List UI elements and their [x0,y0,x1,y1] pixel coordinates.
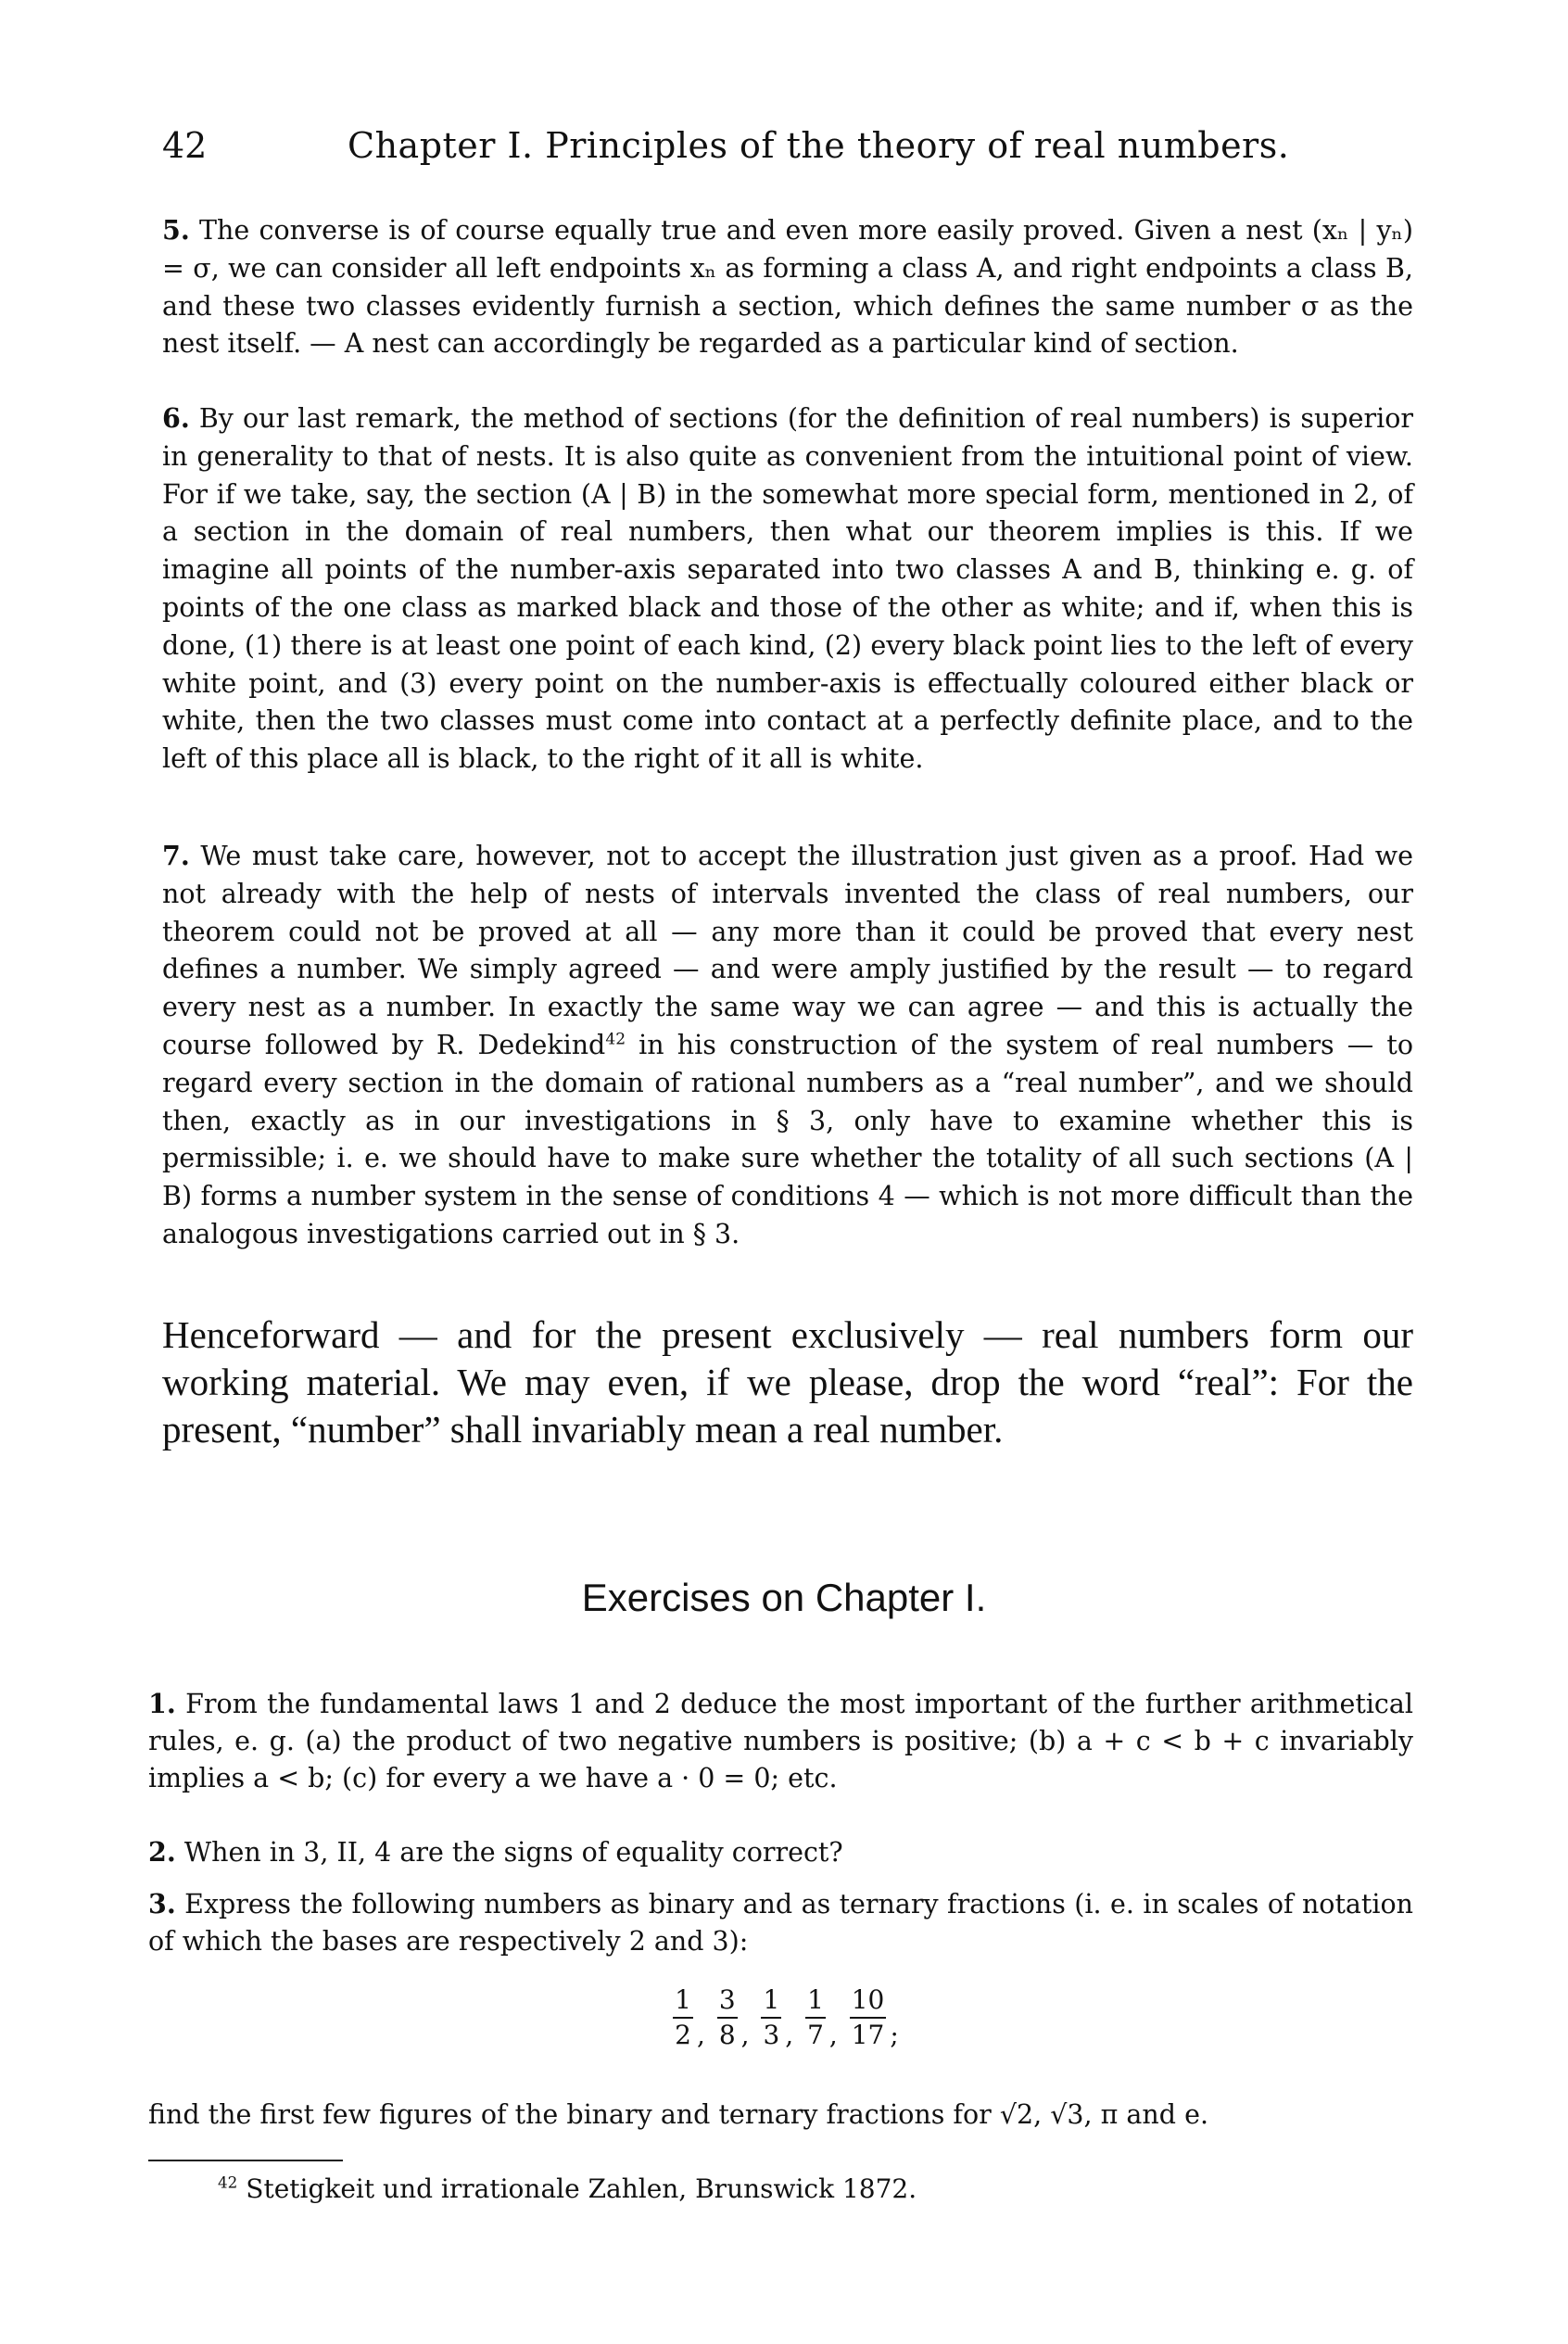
running-head: Chapter I. Principles of the theory of real numbers. [348,125,1290,166]
exercise-1 [148,1685,1413,1797]
paragraph-text: We must take care, however, not to accept the illustration just given as a proof. Had we not already with the help of nests of intervals invented the class of real numbers, our theorem could not be proved at all — any more than it could be proved that every nest defines a number. We simply agreed — and were amply justified by the result — to regard every nest as a number. In exactly the same way we can agree — and this is actually the course followed by R. Dedekind [162,841,1413,1060]
paragraph-6 [162,399,1413,779]
paragraph-5 [162,211,1413,363]
page-header [162,125,1413,181]
fraction: $\frac{3}{8}$ [718,1984,736,2050]
exercise-text: From the fundamental laws 1 and 2 deduce the most important of the further arithmetical rules, e. g. (a) the product of two negative numbers is positive; (b) a + c < b + c invariably implies a < b; (c) for every a we have a · 0 = 0; etc. [148,1689,1413,1793]
exercise-number: 3. [148,1888,176,1920]
key-statement: Henceforward — and for the present exclusively — real numbers form our working material. We may even, if we please, drop the word “real”: For the present, “number” shall invariably mean a real number. [162,1313,1413,1451]
footnote-divider [148,2160,343,2161]
footnote [218,2173,917,2204]
exercise-number: 2. [148,1836,176,1868]
paragraph-text: The converse is of course equally true and even more easily proved. Given a nest (xₙ | yₙ) = σ, we can consider all left endpoints xₙ as forming a class A, and right endpoints a class B, and these two classes evidently furnish a section, which defines the same number σ as the nest itself. — A nest can accordingly be regarded as a particular kind of section. [162,215,1413,360]
fraction: $\frac{1}{7}$ [807,1984,824,2050]
paragraph-number: 5. [162,214,190,246]
fraction: $\frac{10}{17}$ [851,1984,885,2050]
fraction: $\frac{1}{3}$ [763,1984,780,2050]
paragraph-number: 6. [162,402,190,434]
paragraph-text: in his construction of the system of real numbers — to regard every section in the domain of rational numbers as a “real number”, and we should then, exactly as in our investigations in § 3, only have to examine whether this is permissible; i. e. we should have to make sure whether the totality of all such sections (A | B) forms a number system in the sense of conditions 4 — which is not more difficult than the analogous investigations carried out in § 3. [162,1029,1413,1249]
exercise-number: 1. [148,1688,176,1719]
fraction-list: $\frac{1}{2}$ , $\frac{3}{8}$ , $\frac{1}{3}$ , $\frac{1}{7}$ , $\frac{10}{17}$ ; [675,1984,899,2050]
footnote-text: Stetigkeit und irrationale Zahlen, Brunswick 1872. [237,2173,917,2204]
footnote-number: 42 [218,2173,238,2192]
exercise-text: Express the following numbers as binary and as ternary fractions (i. e. in scales of notation of which the bases are respectively 2 and 3): [148,1889,1413,1957]
section-title: Exercises on Chapter I. [581,1576,987,1619]
page-number: 42 [162,125,208,166]
footnote-reference: 42 [605,1030,626,1049]
exercise-3 [148,1885,1413,1960]
paragraph-number: 7. [162,840,190,871]
paragraph-7 [162,837,1413,1254]
exercise-2 [148,1833,1413,1871]
exercise-3-continuation: find the first few figures of the binary and ternary fractions for √2, √3, π and e. [148,2099,1209,2130]
exercise-text: When in 3, II, 4 are the signs of equality correct? [175,1837,843,1868]
fraction: $\frac{1}{2}$ [675,1984,691,2050]
paragraph-text: By our last remark, the method of sections (for the definition of real numbers) is superior in generality to that of nests. It is also quite as convenient from the intuitional point of view. For if we take, say, the section (A | B) in the somewhat more special form, mentioned in 2, of a section in the domain of real numbers, then what our theorem implies is this. If we imagine all points of the number-axis separated into two classes A and B, thinking e. g. of points of the one class as marked black and those of the other as white; and if, when this is done, (1) there is at least one point of each kind, (2) every black point lies to the left of every white point, and (3) every point on the number-axis is effectually coloured either black or white, then the two classes must come into contact at a perfectly definite place, and to the left of this place all is black, to the right of it all is white. [162,403,1413,775]
